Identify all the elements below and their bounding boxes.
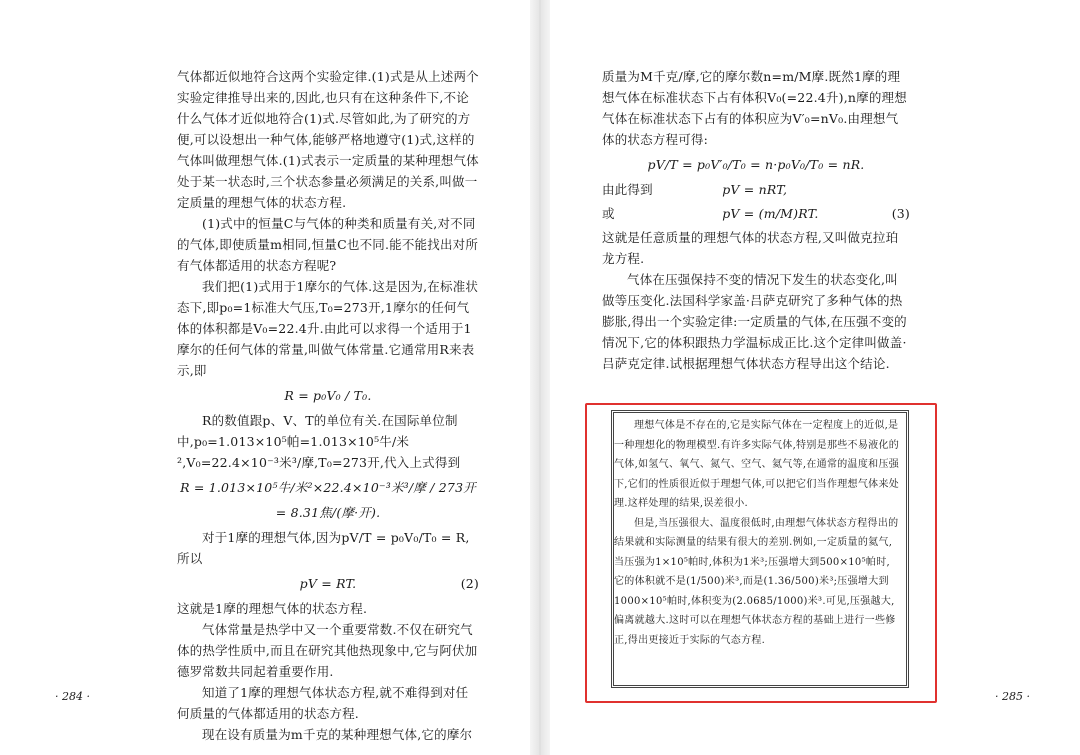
para-now: 现在设有质量为m千克的某种理想气体,它的摩尔 xyxy=(202,727,473,742)
equation-R: R = p₀V₀ / T₀. xyxy=(284,388,372,403)
left-page xyxy=(0,0,530,755)
equation-3-row xyxy=(602,203,910,224)
para-isobaric: 气体在压强保持不变的情况下发生的状态变化,叫做等压变化.法国科学家盖·吕萨克研究了多种气体的热膨胀,得出一个实验定律:一定质量的气体,在压强不变的情况下,它的体积跟热力学温标成正比.这个定律叫做盖·吕萨克定律.试根据理想气体状态方程导出这个结论. xyxy=(602,272,907,371)
equation-2: pV = RT. xyxy=(299,576,357,591)
equation-2-number: (2) xyxy=(460,576,479,591)
equation-3: pV = (m/M)RT. xyxy=(722,206,819,221)
note-box-text xyxy=(614,416,900,650)
para-constant-c: (1)式中的恒量C与气体的种类和质量有关,对不同的气体,即使质量m相同,恒量C也不同.能不能找出对所有气体都适用的状态方程呢? xyxy=(177,216,479,273)
para-after-eq2: 这就是1摩的理想气体的状态方程. xyxy=(177,601,368,616)
left-text-column xyxy=(177,66,479,745)
right-text-column xyxy=(602,66,910,374)
equation-chain: pV/T = p₀V′₀/T₀ = n·p₀V₀/T₀ = nR. xyxy=(647,157,865,172)
equation-nrt-row xyxy=(602,179,910,200)
para-clapeyron: 这就是任意质量的理想气体的状态方程,又叫做克拉珀龙方程. xyxy=(602,230,899,266)
para-one-mol-ideal: 对于1摩的理想气体,因为pV/T = p₀V₀/T₀ = R,所以 xyxy=(177,530,470,566)
para-r-units: R的数值跟p、V、T的单位有关.在国际单位制中,p₀=1.013×10⁵帕=1.013×10⁵牛/米²,V₀=22.4×10⁻³米³/摩,T₀=273开,代入上式得到 xyxy=(177,413,461,470)
equation-nrt: pV = nRT, xyxy=(722,182,788,197)
equation-2-row xyxy=(177,573,479,594)
para-ideal-gas: 气体都近似地符合这两个实验定律.(1)式是从上述两个实验定律推导出来的,因此,也只有在这种条件下,不论什么气体才近似地符合(1)式.尽管如此,为了研究的方便,可以设想出一种气体,能够严格地遵守(1)式,这样的气体叫做理想气体.(1)式表示一定质量的某种理想气体处于某一状态时,三个状态参量必须满足的关系,叫做一定质量的理想气体的状态方程. xyxy=(177,69,479,210)
equation-3-number: (3) xyxy=(891,206,910,221)
note-para-2: 但是,当压强很大、温度很低时,由理想气体状态方程得出的结果就和实际测量的结果有很大的差别.例如,一定质量的氦气,当压强为1×10⁵帕时,体积为1米³;压强增大到500×10⁵帕时,它的体积就不是(1/500)米³,而是(1.36/500)米³;压强增大到1000×10⁵帕时,体积变为(2.0685/1000)米³.可见,压强越大,偏离就越大.这时可以在理想气体状态方程的基础上进行一些修正,得出更接近于实际的气态方程. xyxy=(614,517,899,646)
para-know: 知道了1摩的理想气体状态方程,就不难得到对任何质量的气体都适用的状态方程. xyxy=(177,685,469,721)
para-gas-constant: 气体常量是热学中又一个重要常数.不仅在研究气体的热学性质中,而且在研究其他热现象中,它与阿伏加德罗常数共同起着重要作用. xyxy=(177,622,478,679)
page-number-right: · 285 · xyxy=(995,690,1030,703)
para-molar-mass: 质量为M千克/摩,它的摩尔数n=m/M摩.既然1摩的理想气体在标准状态下占有体积V₀(=22.4升),n摩的理想气体在标准状态下占有的体积应为V′₀=nV₀.由理想气体的状态方程可得: xyxy=(602,69,907,147)
equation-r-calc: R = 1.013×10⁵牛/米²×22.4×10⁻³米³/摩 / 273开 xyxy=(180,480,476,495)
para-one-mole: 我们把(1)式用于1摩尔的气体.这是因为,在标准状态下,即p₀=1标准大气压,T₀=273开,1摩尔的任何气体的体积都是V₀=22.4升.由此可以求得一个适用于1摩尔的任何气体的常量,叫做气体常量.它通常用R来表示,即 xyxy=(177,279,479,378)
label-or: 或 xyxy=(602,206,615,221)
note-para-1: 理想气体是不存在的,它是实际气体在一定程度上的近似,是一种理想化的物理模型.有许多实际气体,特别是那些不易液化的气体,如氢气、氧气、氮气、空气、氦气等,在通常的温度和压强下,它们的性质很近似于理想气体,可以把它们当作理想气体来处理.这样处理的结果,误差很小. xyxy=(614,420,900,509)
right-page xyxy=(550,0,1080,755)
page-number-left: · 284 · xyxy=(55,690,90,703)
book-gutter xyxy=(530,0,550,755)
equation-r-value: = 8.31焦/(摩·开). xyxy=(275,505,381,520)
label-thus: 由此得到 xyxy=(602,182,653,197)
